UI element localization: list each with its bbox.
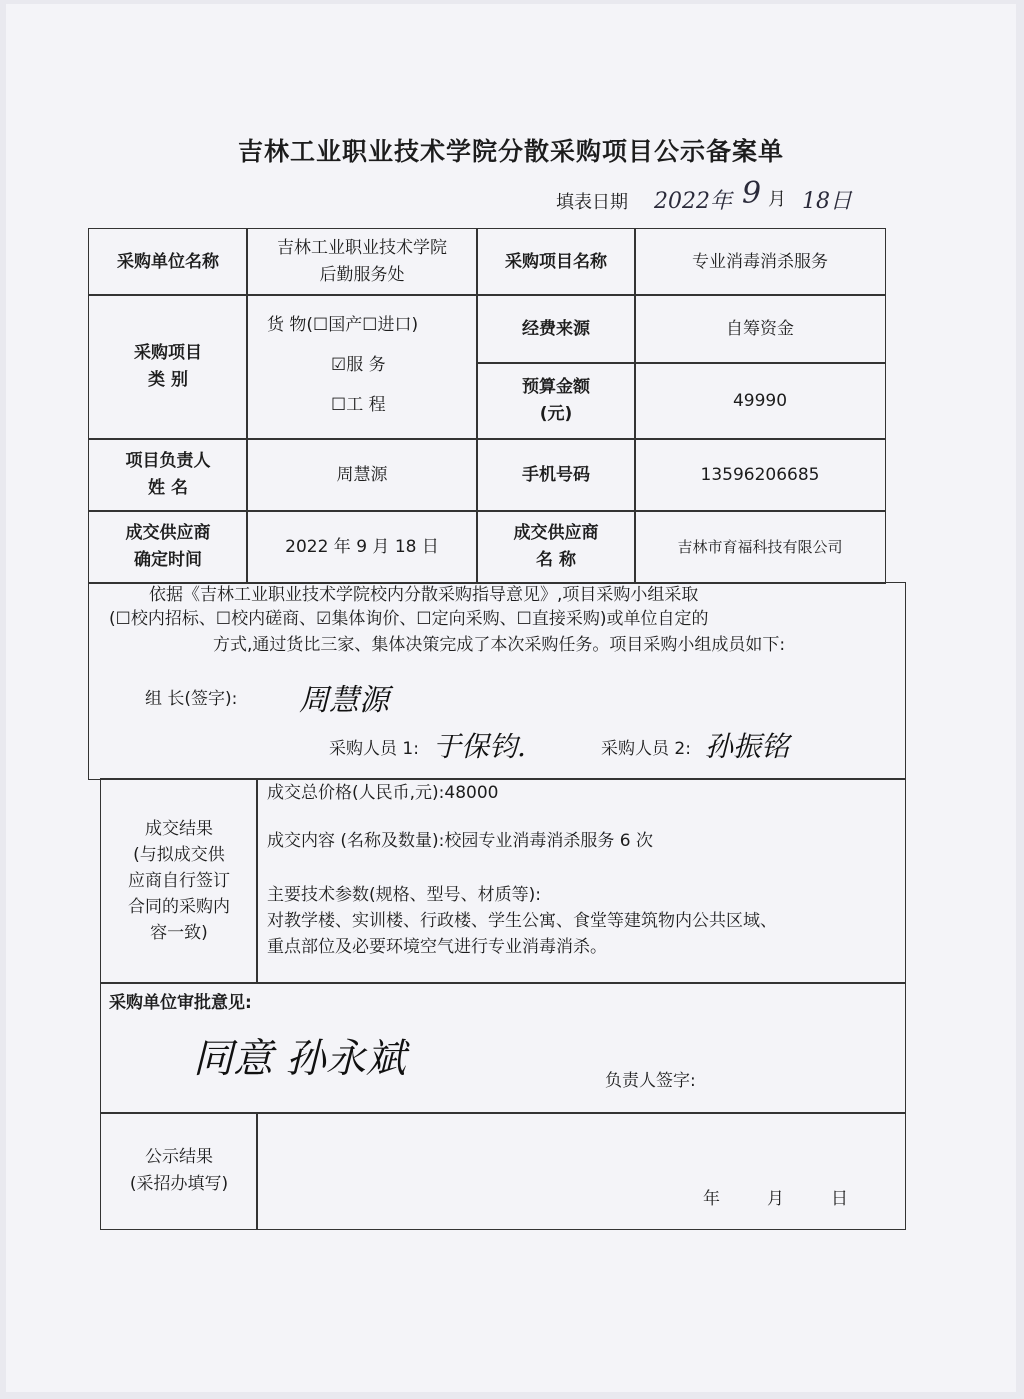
result-params-line-1: 对教学楼、实训楼、行政楼、学生公寓、食堂等建筑物内公共区域、 [267, 911, 777, 931]
member2-label: 采购人员 2: [601, 739, 691, 759]
result-params-line-2: 重点部位及必要环境空气进行专业消毒消杀。 [267, 937, 607, 957]
deal-time-label: 成交供应商 确定时间 [125, 523, 211, 570]
basis-line-2: (☐校内招标、☐校内磋商、☑集体询价、☐定向采购、☐直接采购)或单位自定的 [109, 609, 709, 629]
supplier-value: 吉林市育福科技有限公司 [677, 537, 843, 556]
budget-label: 预算金额 (元) [522, 377, 590, 424]
approval-handwritten: 同意 孙永斌 [193, 1036, 406, 1082]
unit-value-cell [246, 228, 478, 296]
publicity-day: 日 [831, 1189, 848, 1209]
leader-value: 周慧源 [336, 464, 388, 485]
category-service-option: ☑服 务 [331, 355, 386, 375]
supplier-label: 成交供应商 名 称 [513, 523, 599, 570]
supplier-value-cell [634, 510, 886, 584]
publicity-label-cell [100, 1112, 258, 1230]
result-label-cell [100, 778, 258, 984]
unit-label: 采购单位名称 [117, 251, 219, 272]
result-total-price: 成交总价格(人民币,元):48000 [267, 783, 499, 803]
publicity-label: 公示结果 (采招办填写) [129, 1147, 229, 1194]
approval-label: 采购单位审批意见: [109, 993, 252, 1013]
project-name-label: 采购项目名称 [505, 251, 607, 272]
basis-line-1: 依据《吉林工业职业技术学院校内分散采购指导意见》,项目采购小组采取 [149, 585, 699, 605]
leader-label: 项目负责人 姓 名 [125, 451, 211, 498]
fill-date-year: 2022年 [654, 189, 732, 214]
publicity-month: 月 [767, 1189, 784, 1209]
result-label: 成交结果 (与拟成交供 应商自行签订 合同的采购内 容一致) [128, 819, 230, 943]
leader-label-cell [88, 438, 248, 512]
fill-date-label: 填表日期 [556, 192, 628, 213]
result-content-cell [256, 778, 906, 984]
budget-value: 49990 [732, 390, 788, 411]
approval-section [100, 982, 906, 1114]
category-goods-option: 货 物(☐国产☐进口) [267, 315, 419, 335]
supplier-label-cell [476, 510, 636, 584]
paper-sheet [6, 4, 1016, 1392]
unit-label-cell [88, 228, 248, 296]
category-engineering-option: ☐工 程 [331, 395, 386, 415]
result-content: 成交内容 (名称及数量):校园专业消毒消杀服务 6 次 [267, 831, 654, 851]
deal-time-label-cell [88, 510, 248, 584]
fill-date-month-suffix: 月 [768, 189, 786, 210]
phone-label: 手机号码 [522, 464, 590, 485]
phone-value-cell [634, 438, 886, 512]
document-title: 吉林工业职业技术学院分散采购项目公示备案单 [237, 137, 784, 166]
project-name-value-cell [634, 228, 886, 296]
funding-label: 经费来源 [522, 318, 590, 339]
fill-date-day: 18日 [802, 189, 852, 214]
funding-label-cell [476, 294, 636, 364]
phone-label-cell [476, 438, 636, 512]
leader-sign-label: 组 长(签字): [145, 689, 238, 709]
leader-value-cell [246, 438, 478, 512]
project-name-label-cell [476, 228, 636, 296]
unit-value: 吉林工业职业技术学院 后勤服务处 [277, 238, 447, 285]
publicity-year: 年 [703, 1189, 720, 1209]
member1-label: 采购人员 1: [329, 739, 419, 759]
basis-line-3: 方式,通过货比三家、集体决策完成了本次采购任务。项目采购小组成员如下: [213, 635, 786, 655]
deal-time-value-cell [246, 510, 478, 584]
category-label-cell [88, 294, 248, 440]
category-options-cell [246, 294, 478, 440]
budget-label-cell [476, 362, 636, 440]
funding-value-cell [634, 294, 886, 364]
approval-sign-label: 负责人签字: [605, 1071, 696, 1091]
leader-signature: 周慧源 [299, 683, 389, 718]
basis-section [88, 582, 906, 780]
category-label: 采购项目 类 别 [134, 343, 202, 390]
member2-signature: 孙振铭 [705, 730, 790, 763]
funding-value: 自筹资金 [726, 318, 794, 339]
publicity-content-cell [256, 1112, 906, 1230]
member1-signature: 于保钧. [433, 730, 526, 763]
deal-time-value: 2022 年 9 月 18 日 [285, 536, 439, 557]
project-name-value: 专业消毒消杀服务 [692, 251, 828, 272]
budget-value-cell [634, 362, 886, 440]
result-params-title: 主要技术参数(规格、型号、材质等): [267, 885, 541, 905]
phone-value: 13596206685 [700, 464, 820, 485]
fill-date-month: 9 [742, 176, 762, 211]
